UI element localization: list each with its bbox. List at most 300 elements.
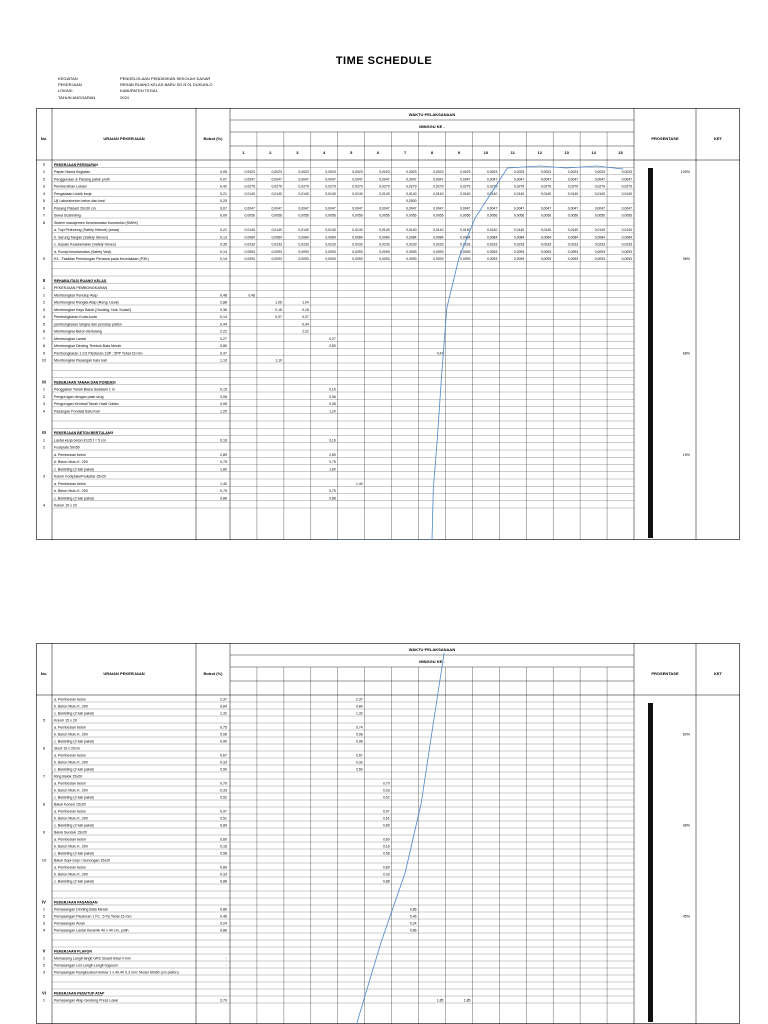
week-cell-value: 0,0047 [406,177,417,182]
item-description: Pembongkaran Kuda-kuda [54,315,97,319]
week-cell-value: 0,06 [329,394,336,399]
schedule-grid-2 [36,643,740,1024]
week-cell-value: 0,15 [329,387,336,392]
week-cell-value: 0,0047 [513,177,525,182]
item-description: Sistem manajemen Keselamatan Konstruksi (SMKK) [54,220,139,225]
bobot-value: 0,89 [220,865,227,870]
header-minggu: MINGGU KE - [419,124,445,129]
week-cell-value: 0,0140 [513,191,525,196]
item-description: Pengurugan dengan pasir urug [54,394,104,399]
week-cell-value: 0,0023 [298,170,309,174]
week-cell-value: 0,0093 [244,249,255,254]
row-number: 4 [42,408,46,414]
item-description: Balok Konsol 15x20 [54,802,86,807]
item-description: Pemasangan Rangka Besi Hollow 1 x 40.40 0,3 mm; Modul 60x60 (cm plafon) [54,970,179,975]
row-number: 1 [42,997,46,1003]
item-description: Lantai kerja beton K125 t = 5 cm [54,438,106,443]
item-description: b. Beton Mutu K. 200 [54,816,88,821]
week-cell-value: 0,0047 [379,177,390,182]
week-number: 12 [537,150,542,155]
progress-bar [648,703,653,1022]
week-cell-value: 0,0023 [325,170,336,174]
week-number: 4 [323,150,326,155]
week-cell-value: 0,0023 [352,170,363,174]
week-cell-value: 0,0093 [244,257,255,261]
item-description: b. Beton Mutu K. 200 [54,872,88,877]
week-cell-value: 0,0056 [621,213,632,218]
week-cell-value: 0,0093 [513,249,525,254]
week-cell-value: 0,84 [356,704,363,709]
item-description: a. Pembesian beton [54,837,86,842]
row-number: III [42,430,46,435]
week-cell-value: 0,0279 [540,184,552,189]
week-cell-value: 0,0023 [486,170,498,174]
header-waktu: WAKTU PELAKSANAAN [408,112,456,117]
row-number: 3 [42,306,46,312]
week-cell-value: 0,0056 [486,213,498,218]
week-cell-value: 0,0093 [567,257,579,261]
week-cell-value: 0,98 [356,739,363,744]
week-cell-value: 0,0047 [244,177,255,182]
item-description: Penggunaan & Pasang patok profil [54,177,110,182]
week-cell-value: 0,0233 [567,242,579,247]
schedule-grid-1 [36,108,740,540]
week-cell-value: 0,0093 [325,249,336,254]
week-number: 1 [242,150,245,155]
item-description: c. Bekisting (2 kali pakai) [54,739,94,744]
week-cell-value: 0,0047 [406,206,417,211]
week-cell-value: 0,0233 [433,242,444,247]
bobot-value: 0,06 [220,394,227,399]
week-cell-value: 0,0056 [567,213,579,218]
progress-bar [648,168,653,538]
row-number: I [43,161,45,167]
bobot-value: 0,97 [220,809,227,814]
week-cell-value: 0,0233 [352,242,363,247]
item-description: Pemasangan Plesteran 1 Pc : 5 Pp Tebal 15 mm [54,914,132,919]
item-description: Membongkar Rangka Atap (Reng, Usuk) [54,300,119,305]
header-no: No. [40,136,48,141]
week-number: 11 [510,150,515,155]
week-cell-value: 0,2500 [406,199,417,203]
bobot-value: 1,40 [220,481,227,486]
header-bobot: Bobot (%) [203,136,223,141]
week-number: 6 [377,150,380,155]
row-number: 1 [42,169,46,174]
week-cell-value: 0,0140 [244,191,255,196]
week-cell-value: 0,0047 [594,177,606,182]
week-cell-value: 0,0056 [540,213,552,218]
week-cell-value: 0,0140 [298,191,309,196]
bobot-value: 0,44 [220,322,227,327]
item-description: Membongkar Beton Bertulang [54,329,102,334]
item-description: Kolom Footplate/Pedestal 15x20 [54,474,106,479]
row-number: 3 [42,969,46,975]
week-cell-value: 0,33 [382,872,390,877]
week-cell-value: 0,18 [302,307,309,312]
week-cell-value: 0,0140 [513,228,525,232]
item-description: c. Bekisting (2 kali pakai) [54,767,94,772]
week-cell-value: 0,0047 [352,177,363,182]
item-description: b. Beton Mutu K. 200 [54,704,88,709]
item-description: b. Beton Mutu K. 200 [54,732,88,737]
week-cell-value: 0,16 [382,844,390,849]
row-number: 5 [42,198,46,203]
week-number: 8 [430,150,434,155]
header-waktu: WAKTU PELAKSANAAN [408,647,456,652]
week-cell-value: 0,0047 [298,206,309,211]
item-description: Pembersihan Lokasi [54,184,87,189]
week-cell-value: 0,0140 [271,191,282,196]
week-cell-value: 0,0279 [379,184,390,189]
info-value: REHAB RUANG KELAS BARU SD N 01 DUKUHLO [120,82,213,88]
week-cell-value: 0,0023 [621,170,632,174]
week-cell-value: 0,0279 [298,184,309,189]
week-cell-value: 0,0047 [460,177,471,182]
item-description: Sewa Scafolding [54,213,81,218]
item-description: Footplate 50x50 [54,445,80,450]
week-cell-value: 0,0140 [460,191,471,196]
prosentase-value: 98% [682,257,690,261]
bobot-value: - [225,963,227,968]
section-title: PEKERJAAN PASANGAN [54,900,98,905]
week-cell-value: 0,89 [382,823,390,828]
row-number: V [42,948,46,954]
week-cell-value: 0,0140 [621,191,632,196]
week-cell-value: 0,0140 [244,228,255,232]
week-cell-value: 0,0047 [379,206,390,211]
bobot-value: 0,35 [220,242,227,247]
item-description: Balok Sunduk 15x20 [54,830,87,835]
week-cell-value: 0,86 [409,928,417,933]
bobot-value: 2,89 [220,452,227,457]
row-number: 2 [42,962,46,968]
week-cell-value: 0,07 [275,315,282,319]
bobot-value: 0,80 [220,344,227,348]
section-title: PEKERJAAN PLAFON [54,949,92,954]
week-cell-value: 0,0056 [406,213,417,218]
row-number: 9 [42,256,46,261]
week-cell-value: 0,0233 [460,242,471,247]
week-cell-value: 0,0279 [567,184,579,189]
bobot-value: 0,84 [220,704,227,709]
bobot-value: 0,36 [220,307,227,312]
row-number: IV [42,899,46,905]
week-cell-value: 0,27 [329,336,336,341]
prosentase-value: 60% [682,732,690,737]
week-cell-value: 0,0047 [567,206,579,211]
week-cell-value: 0,0084 [406,235,417,240]
week-number: 13 [564,150,569,155]
bobot-value: 0,89 [220,823,227,828]
week-cell-value: 2,37 [356,697,363,702]
week-cell-value: 0,0056 [513,213,525,218]
week-cell-value: 0,0233 [594,242,606,247]
item-description: Pengadaan Listrik kerja [54,191,92,196]
item-description: Membongkar Penutup Atap [54,293,98,298]
item-description: d. Rompi keselamatan (Safety Vest) [54,249,112,254]
bobot-value: 0,07 [220,177,227,182]
item-description: b. Beton Mutu K. 200 [54,760,88,765]
bobot-value: 0,60 [220,837,227,842]
row-number: 8 [42,801,46,807]
week-cell-value: 0,0084 [298,235,309,240]
bobot-value: 2,22 [220,329,227,334]
week-cell-value: 2,89 [329,452,336,457]
info-key: LOKASI [58,88,73,94]
week-cell-value: 0,0093 [433,249,444,254]
week-cell-value: 0,0047 [325,206,336,211]
bobot-value: 1,20 [220,409,227,414]
item-description: Kolom 15 x 20 [54,718,77,723]
item-description: a. Pembesian beton [54,697,86,702]
item-description: b. Beton Mutu K. 200 [54,460,88,464]
week-cell-value: 0,0047 [540,177,552,182]
week-cell-value: 0,0093 [352,249,363,254]
bobot-value: 1,10 [220,358,227,363]
item-description: c. Bekisting (2 kali pakai) [54,851,94,856]
week-cell-value: 0,0084 [621,235,632,240]
row-number: 8 [42,343,46,348]
week-cell-value: 0,0140 [540,191,552,196]
week-cell-value: 2,22 [302,329,309,334]
item-description: Ring Balok 15x20 [54,774,83,779]
bobot-value: 0,90 [220,739,227,744]
week-cell-value: 0,0056 [379,213,390,218]
week-cell-value: 0,0279 [513,184,525,189]
week-cell-value: 0,0056 [271,213,282,218]
week-cell-value: 0,74 [356,725,363,730]
week-cell-value: 0,0279 [325,184,336,189]
row-number: 6 [42,328,46,334]
week-cell-value: 0,0023 [540,170,552,174]
bobot-value: 0,07 [220,206,227,211]
week-cell-value: 0,0233 [486,242,498,247]
info-key: PEKERJAAN [58,82,82,88]
week-cell-value: 0,0279 [433,184,444,189]
week-cell-value: 0,0093 [379,249,390,254]
week-cell-value: 0,0093 [621,257,632,261]
week-cell-value: 0,0279 [244,184,255,189]
week-cell-value: 0,07 [302,315,309,319]
item-description: Pemasangan List Langit-Langit Gypsum [54,963,118,968]
week-cell-value: 0,89 [382,865,390,870]
item-description: Balok Sopi-Sopi / Gunungan 15x20 [54,858,111,863]
week-number: 9 [457,150,461,155]
week-cell-value: 0,67 [356,753,363,758]
week-cell-value: 0,0093 [460,257,471,261]
week-cell-value: 0,0140 [325,228,336,232]
week-cell-value: 0,0279 [486,184,498,189]
info-value: KABUPATEN TEGAL [120,88,158,94]
week-cell-value: 1,85 [463,998,471,1003]
week-cell-value: 1,40 [356,481,363,486]
week-cell-value: 0,0084 [244,235,255,240]
row-number: 1 [42,292,46,298]
week-cell-value: 0,0093 [298,257,309,261]
week-cell-value: 0,0084 [352,235,363,240]
week-cell-value: 0,0140 [433,191,444,196]
item-description: K3 - Fasilitas Pertolongan Pertama pada Kecelakaan (P3K) [54,257,149,261]
item-description: a. Pembesian beton [54,809,86,814]
week-cell-value: 0,0093 [540,257,552,261]
bobot-value: 0,24 [220,921,227,926]
row-number: 7 [42,773,46,779]
item-description: c. Bekisting (2 kali pakai) [54,795,94,800]
item-description: a. Pembesian beton [54,781,86,786]
week-cell-value: 0,0093 [406,249,417,254]
item-description: Pembongkaran 1 m2 Plesteran 1SP : 5PP Tebal 15 mm [54,351,143,356]
week-cell-value: 0,0047 [271,177,282,182]
row-number: 8 [42,219,46,225]
bobot-value: 0,08 [220,402,227,406]
item-description: b. Sarung Tangan (Safety Gloves) [54,235,109,240]
week-cell-value: 0,0140 [433,228,444,232]
week-cell-value: 0,0056 [594,213,606,218]
week-cell-value: 0,88 [329,496,336,501]
week-cell-value: 0,0093 [271,249,282,254]
week-cell-value: 0,0233 [621,242,632,247]
week-cell-value: 0,0279 [460,184,471,189]
week-cell-value: 0,08 [329,402,336,406]
item-description: Pengurugan Kembali Tanah Hasil Galian [54,402,119,406]
row-number: 4 [42,502,46,508]
header-uraian: URAIAN PEKERJAAN [103,136,145,141]
week-cell-value: 0,0093 [325,257,336,261]
bobot-value: - [225,970,227,975]
week-cell-value: 0,0084 [513,235,525,240]
week-cell-value: 0,0140 [540,228,552,232]
week-cell-value: 1,04 [302,300,309,305]
week-cell-value: 0,0140 [298,228,309,232]
row-number: 9 [42,350,46,356]
week-cell-value: 0,44 [302,322,309,327]
week-cell-value: 0,75 [329,489,336,493]
bobot-value: 3,70 [220,998,227,1003]
header-ket: KET [714,671,722,676]
row-number: 2 [42,299,46,305]
week-cell-value: 0,0084 [379,235,390,240]
bobot-value: 0,14 [220,315,227,319]
week-cell-value: 0,60 [382,837,390,842]
item-description: b. Beton Mutu K. 200 [54,844,88,849]
week-cell-value: 0,0093 [513,257,525,261]
week-cell-value: 0,0140 [406,191,417,196]
week-cell-value: 1,80 [329,467,336,472]
week-cell-value: 0,0140 [406,228,417,232]
item-description: Memasang Langit-langit GRC Board tebal 4 mm [54,956,131,961]
week-cell-value: 0,0279 [594,184,606,189]
bobot-value: 2,88 [220,300,227,305]
row-number: 5 [42,717,46,723]
bobot-value: 0,50 [220,767,227,772]
row-number: 1 [42,386,46,392]
bobot-value: 0,75 [220,489,227,493]
week-cell-value: 0,0047 [486,206,498,211]
item-description: c. Sepatu Keselamatan (Safety Shoes) [54,242,116,247]
row-number: II [42,277,46,283]
bobot-value: 0,33 [220,788,227,793]
prosentase-value: 100% [680,170,690,174]
item-description: c. Bekisting (2 kali pakai) [54,823,94,828]
week-cell-value: 0,0023 [244,170,255,174]
week-cell-value: 0,0140 [567,191,579,196]
bobot-value: 0,67 [220,753,227,758]
week-cell-value: 0,0233 [298,242,309,247]
week-cell-value: 0,0140 [271,228,282,232]
week-cell-value: 0,0140 [486,191,498,196]
row-number: 2 [42,176,46,182]
week-cell-value: 0,0233 [406,242,417,247]
header-bobot: Bobot (%) [203,671,223,676]
row-number: 4 [42,190,46,196]
week-cell-value: 0,0047 [433,177,444,182]
s-curve-line [331,166,623,540]
week-cell-value: 0,52 [382,795,390,800]
week-cell-value: 0,86 [409,907,417,912]
week-cell-value: 0,70 [382,781,390,786]
week-cell-value: 0,18 [275,307,282,312]
bobot-value: 0,05 [220,170,227,174]
week-number: 14 [591,150,596,155]
week-cell-value: 0,0023 [379,170,390,174]
week-cell-value: 0,0093 [567,249,579,254]
row-number: 1 [42,906,46,912]
row-number: 3 [42,473,46,479]
prosentase-value: 68% [682,351,690,356]
bobot-value: 0,46 [220,914,227,919]
week-cell-value: 0,0140 [460,228,471,232]
bobot-value: 0,14 [220,257,227,261]
section-title: PEKERJAAN BETON BERTULANG [54,431,114,435]
bobot-value: 0,86 [220,928,227,933]
row-number: 10 [41,857,47,863]
row-number: 4 [42,927,46,933]
item-description: PEKERJAAN PEMBONGKARAN [54,286,108,290]
bobot-value: 0,13 [220,235,227,240]
week-cell-value: 0,0093 [433,257,444,261]
item-description: c. Bekisting (2 kali pakai) [54,467,94,472]
week-cell-value: 0,0093 [460,249,471,254]
schedule-table-page-2 [36,643,740,1024]
week-cell-value: 0,0140 [594,191,606,196]
header-no: No. [40,671,48,676]
bobot-value: 0,88 [220,879,227,884]
item-description: Pemasangan Atap Genteng Press Lokal [54,998,118,1003]
item-description: Membongkar Pasangan batu kali [54,358,107,363]
week-cell-value: 0,0047 [325,177,336,182]
week-cell-value: 0,0093 [486,249,498,254]
week-cell-value: 0,0047 [460,206,471,211]
week-cell-value: 0,0093 [271,257,282,261]
project-info [58,76,212,101]
week-cell-value: 0,0047 [298,177,309,182]
item-description: Pemasangan Dinding Bata Merah [54,907,108,912]
week-cell-value: 0,0084 [594,235,606,240]
schedule-table-page-1 [36,108,740,540]
week-cell-value: 0,0233 [325,242,336,247]
prosentase-value: 45% [682,914,690,919]
week-cell-value: 0,46 [409,914,417,919]
item-description: Membongkar Kayu Balok (Gording, Nok, Kuda2) [54,307,132,312]
row-number: 7 [42,212,46,218]
item-description: c. Bekisting (2 kali pakai) [54,496,94,501]
week-cell-value: 0,24 [409,921,417,926]
row-number: 10 [41,357,47,363]
row-number: 2 [42,393,46,399]
week-cell-value: 0,0140 [379,191,390,196]
item-description: a. Pembesian beton [54,865,86,870]
